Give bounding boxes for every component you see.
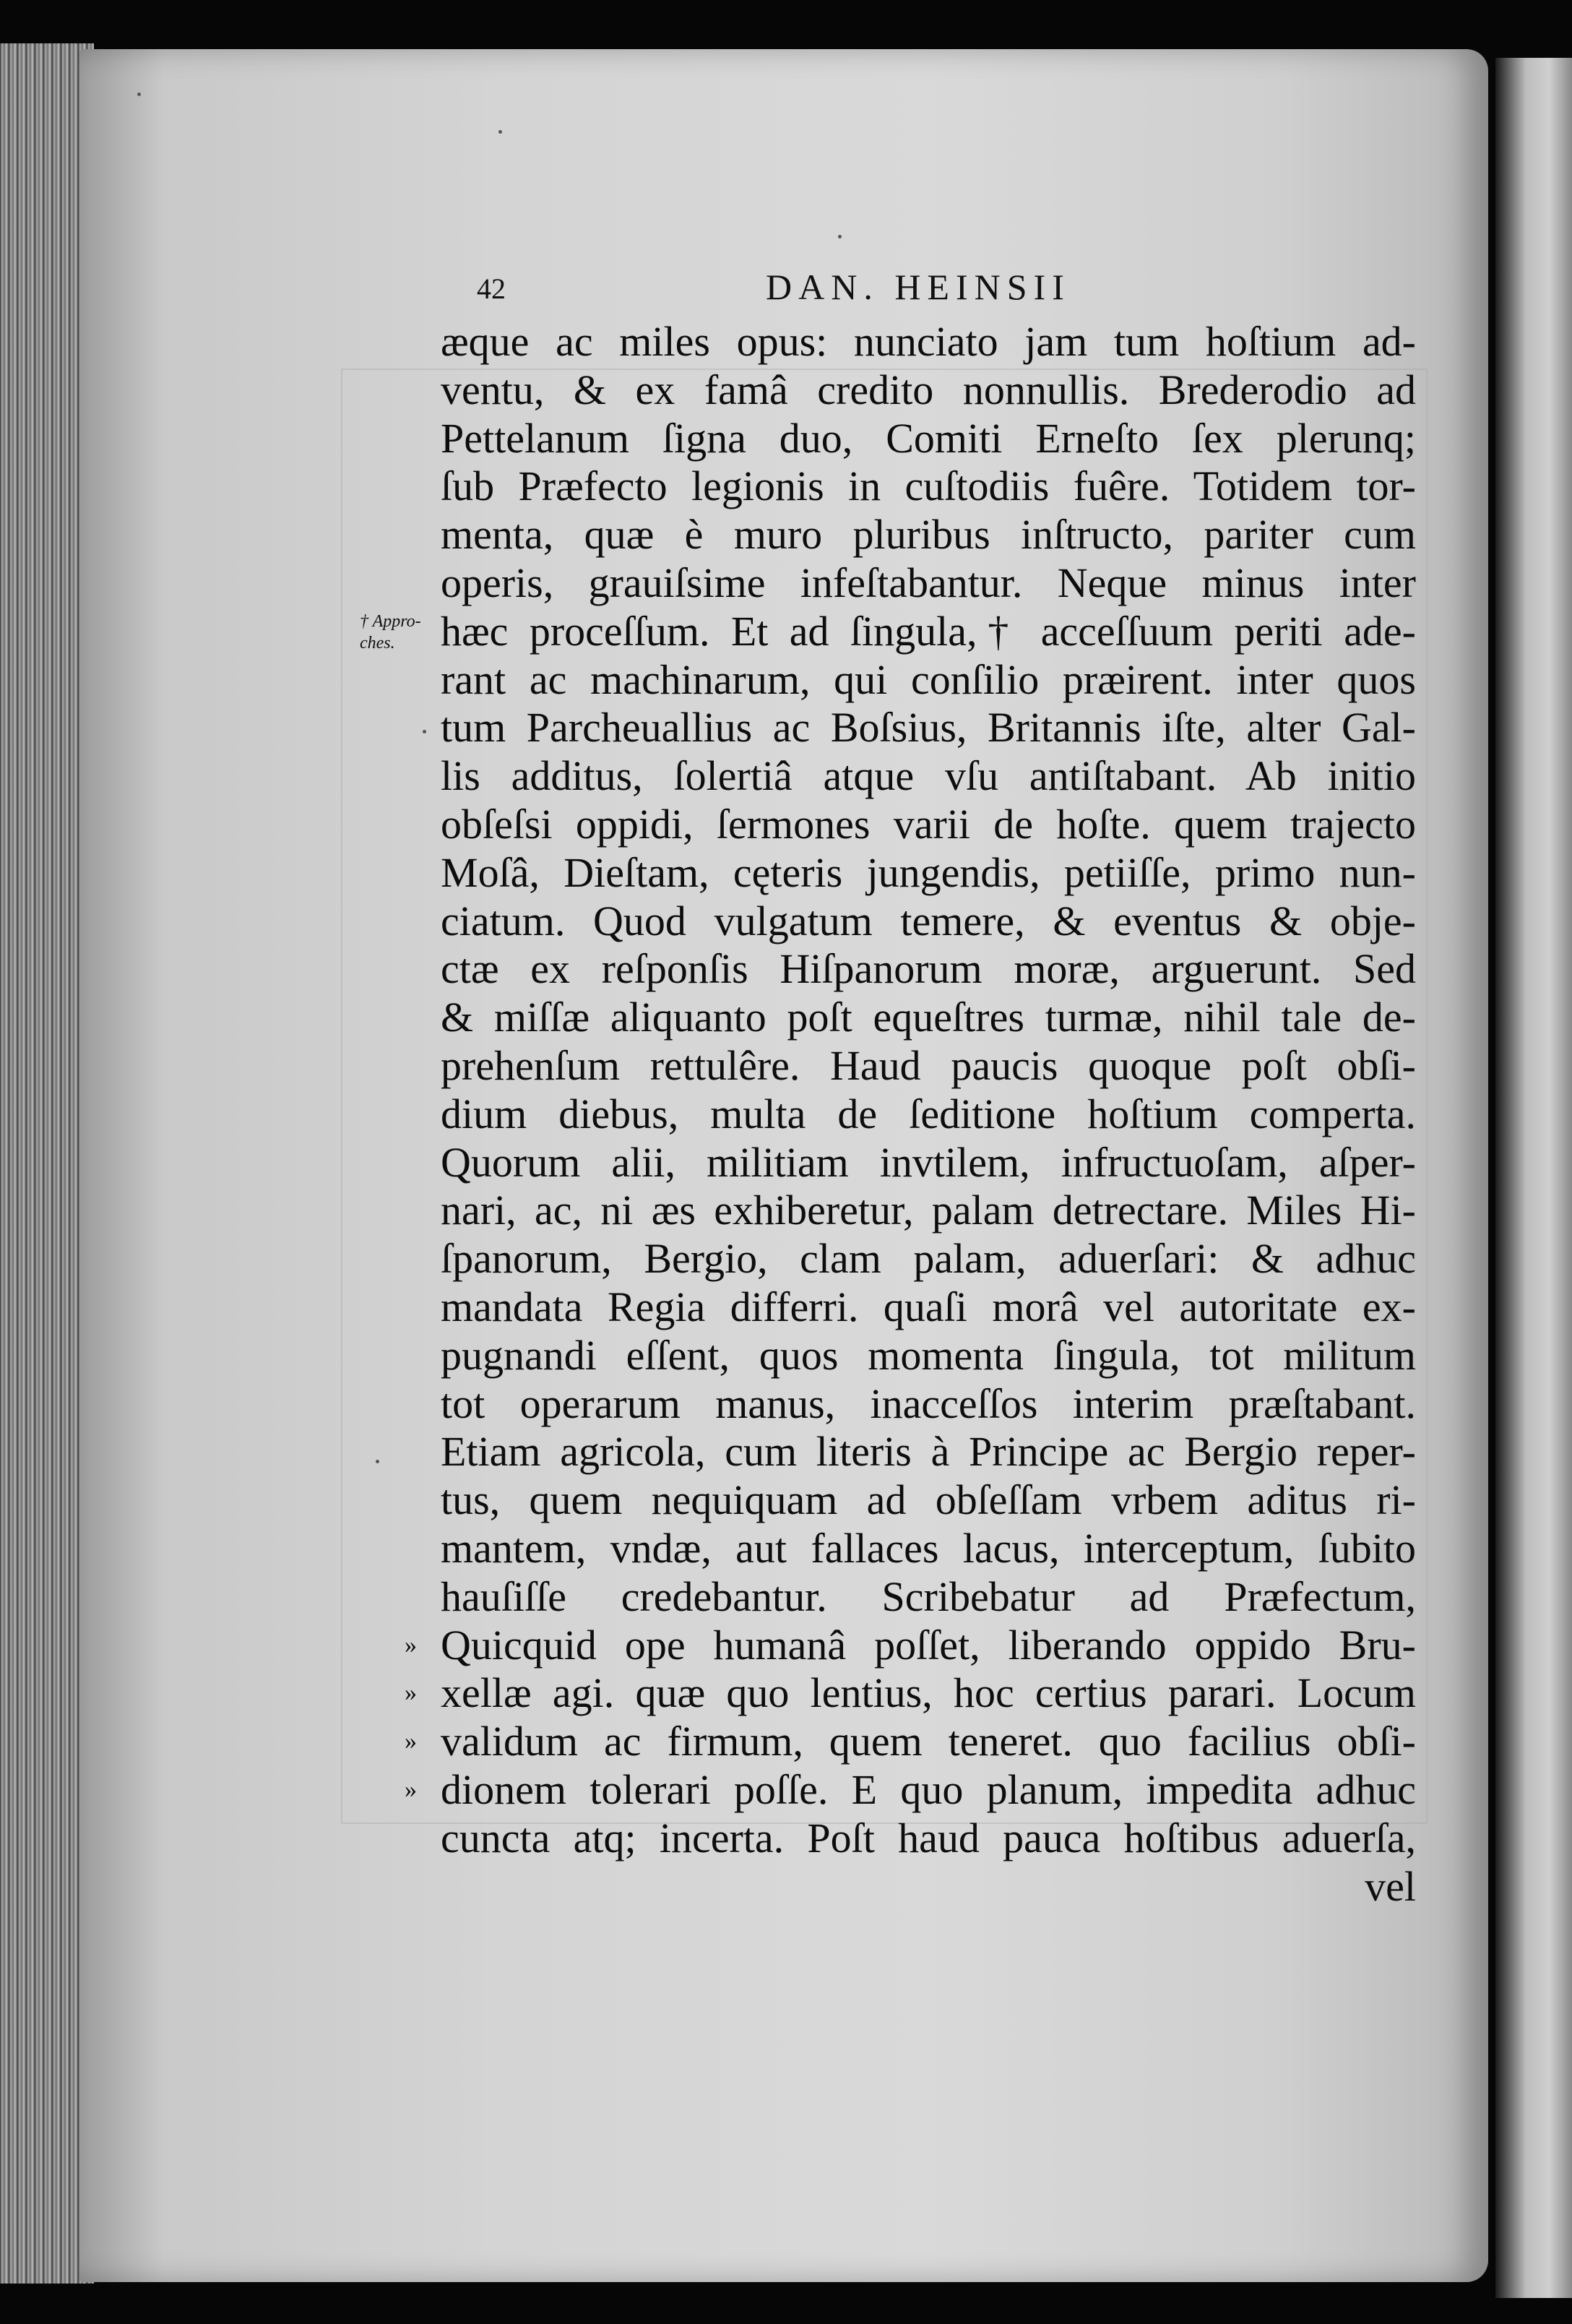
text-line: æque ac miles opus: nunciato jam tum hoſtium ad- — [441, 318, 1416, 365]
quote-mark: » — [405, 1776, 417, 1803]
text-line: xellæ agi. quæ quo lentius, hoc certius parari. Locum — [441, 1669, 1416, 1717]
text-line: rant ac machinarum, qui conſilio præirent. inter quos — [441, 655, 1416, 703]
paper-speck — [137, 92, 141, 96]
quote-mark: » — [405, 1631, 417, 1658]
text-line: dium diebus, multa de ſeditione hoſtium comperta. — [441, 1090, 1416, 1137]
paper-speck — [376, 1460, 379, 1463]
text-line: Quicquid ope humanâ poſſet, liberando oppido Bru- — [441, 1621, 1416, 1669]
margin-note-line: † Appro- — [360, 612, 421, 631]
text-line: Quorum alii, militiam invtilem, infructuoſam, aſper- — [441, 1138, 1416, 1186]
text-line: nari, ac, ni æs exhiberetur, palam detrectare. Miles Hi- — [441, 1187, 1416, 1234]
text-line: operis, grauiſsime infeſtabantur. Neque minus inter — [441, 559, 1416, 606]
text-line: ventu, & ex famâ credito nonnullis. Brederodio ad — [441, 366, 1416, 413]
text-line: ciatum. Quod vulgatum temere, & eventus & obje- — [441, 897, 1416, 944]
body-text — [405, 318, 1416, 1911]
text-line: obſeſsi oppidi, ſermones varii de hoſte. quem trajecto — [441, 800, 1416, 848]
text-line: hauſiſſe credebantur. Scribebatur ad Præfectum, — [441, 1572, 1416, 1620]
text-line: pugnandi eſſent, quos momenta ſingula, tot militum — [441, 1331, 1416, 1379]
text-line: ſub Præfecto legionis in cuſtodiis fuêre. Totidem tor- — [441, 462, 1416, 510]
text-line: & miſſæ aliquanto poſt equeſtres turmæ, nihil tale de- — [441, 994, 1416, 1041]
text-line: lis additus, ſolertiâ atque vſu antiſtabant. Ab initio — [441, 752, 1416, 800]
text-line: Etiam agricola, cum literis à Principe ac Bergio reper- — [441, 1428, 1416, 1476]
running-head: DAN. HEINSII — [766, 267, 1071, 307]
text-line: tus, quem nequiquam ad obſeſſam vrbem aditus ri- — [441, 1476, 1416, 1524]
paper-speck — [498, 130, 502, 134]
text-line: tot operarum manus, inacceſſos interim præſtabant. — [441, 1380, 1416, 1427]
text-line: menta, quæ è muro pluribus inſtructo, pariter cum — [441, 511, 1416, 559]
facing-page-edge — [1495, 58, 1572, 2298]
text-line: Pettelanum ſigna duo, Comiti Erneſto ſex plerunq; — [441, 414, 1416, 462]
text-line: tum Parcheuallius ac Boſsius, Britannis iſte, alter Gal- — [441, 704, 1416, 752]
text-line: ctæ ex reſponſis Hiſpanorum moræ, arguerunt. Sed — [441, 945, 1416, 993]
page-header — [477, 266, 1402, 317]
quote-mark: » — [405, 1679, 417, 1707]
text-line: mandata Regia differri. quaſi morâ vel autoritate ex- — [441, 1283, 1416, 1330]
text-line: Moſâ, Dieſtam, cęteris jungendis, petiiſſe, primo nun- — [441, 848, 1416, 896]
margin-note — [360, 611, 439, 654]
text-line: ſpanorum, Bergio, clam palam, aduerſari: & adhuc — [441, 1235, 1416, 1283]
catchword: vel — [1365, 1862, 1416, 1910]
text-line: prehenſum rettulêre. Haud paucis quoque poſt obſi- — [441, 1041, 1416, 1089]
paper-speck — [838, 235, 842, 238]
text-line: dionem tolerari poſſe. E quo planum, impedita adhuc — [441, 1765, 1416, 1813]
quote-mark: » — [405, 1728, 417, 1755]
paper-speck — [423, 730, 426, 733]
page-number: 42 — [477, 272, 506, 305]
margin-note-line: ches. — [360, 634, 395, 653]
text-line: validum ac firmum, quem teneret. quo facilius obſi- — [441, 1718, 1416, 1765]
text-line: mantem, vndæ, aut fallaces lacus, interceptum, ſubito — [441, 1524, 1416, 1572]
text-line: hæc proceſſum. Et ad ſingula,† acceſſuum periti ade- — [441, 607, 1416, 655]
text-line: cuncta atq; incerta. Poſt haud pauca hoſtibus aduerſa, — [441, 1814, 1416, 1862]
